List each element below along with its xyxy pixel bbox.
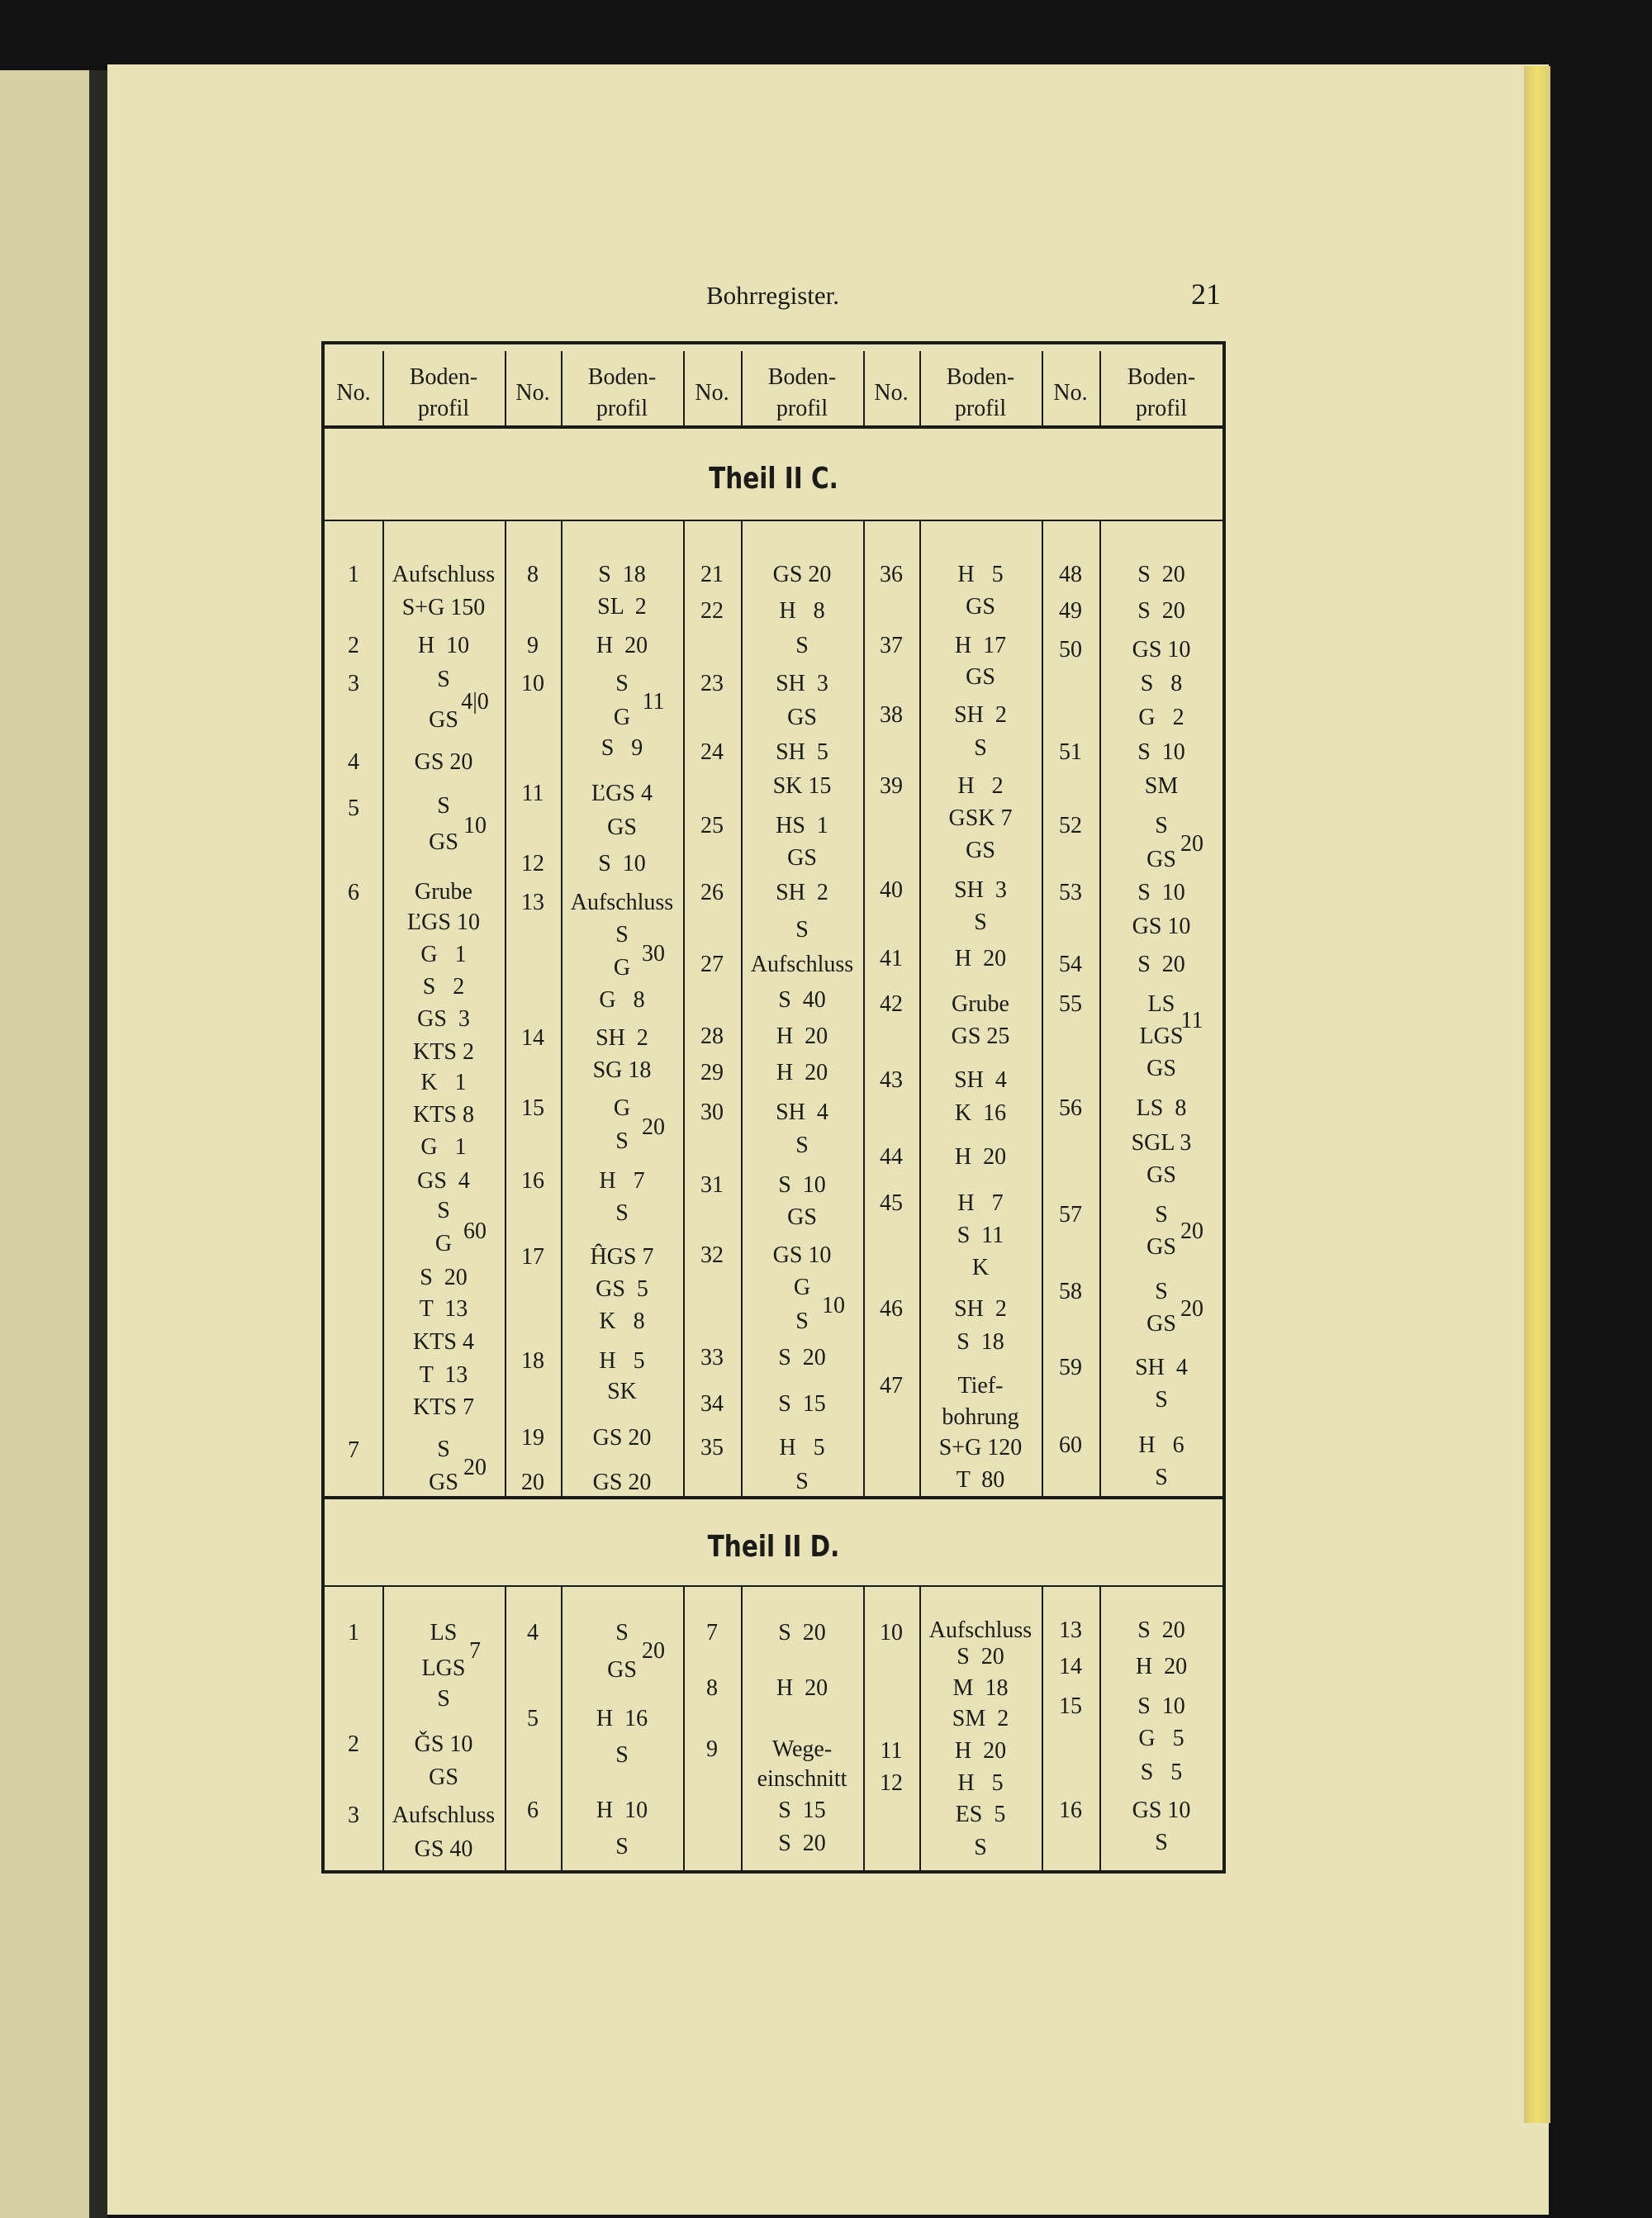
boring-no: 7 <box>348 1437 359 1464</box>
bodenprofil-entry: S <box>615 1620 629 1646</box>
bodenprofil-entry: S+G 120 <box>938 1434 1023 1460</box>
bodenprofil-entry: LGS <box>1139 1023 1184 1049</box>
bodenprofil-entry: S 20 <box>778 1831 826 1857</box>
bodenprofil-entry: GS 10 <box>1132 637 1191 663</box>
bodenprofil-entry: H 10 <box>596 1797 648 1823</box>
bodenprofil-entry: S <box>437 1686 450 1712</box>
header-no-3: No. <box>695 380 729 406</box>
column-rule <box>1099 351 1101 425</box>
bodenprofil-entry: GS 5 <box>596 1275 648 1302</box>
bodenprofil-entry: ĽGS 4 <box>591 780 653 806</box>
section-rule-IID <box>325 1585 1222 1587</box>
bodenprofil-entry: H 17 <box>954 633 1007 659</box>
bodenprofil-entry: S 10 <box>598 850 646 876</box>
boring-no: 50 <box>1059 637 1082 663</box>
boring-no: 41 <box>880 946 903 972</box>
bodenprofil-entry: GS 40 <box>414 1836 473 1863</box>
bodenprofil-entry: GS <box>1146 1311 1176 1337</box>
bodenprofil-entry: G <box>793 1275 811 1301</box>
boring-no: 55 <box>1059 990 1082 1017</box>
bodenprofil-entry: S 15 <box>778 1797 826 1823</box>
bodenprofil-entry: S <box>1155 1279 1168 1305</box>
bodenprofil-entry: S 20 <box>957 1644 1004 1670</box>
column-rule <box>1042 351 1043 425</box>
boring-no: 14 <box>1059 1654 1082 1680</box>
bodenprofil-entry: S 15 <box>778 1391 826 1418</box>
bodenprofil-entry: G 2 <box>1138 704 1184 730</box>
column-rule <box>382 351 384 425</box>
bodenprofil-entry: S <box>615 1833 629 1859</box>
bodenprofil-entry: H 7 <box>599 1167 645 1194</box>
boring-no: 6 <box>348 880 359 906</box>
bodenprofil-entry: H 20 <box>1135 1654 1188 1680</box>
header-profil-2: Boden- profil <box>587 364 657 421</box>
column-rule <box>919 351 921 425</box>
bodenprofil-entry: SK <box>607 1378 637 1404</box>
bodenprofil-entry: 20 <box>1180 1295 1203 1322</box>
bodenprofil-entry: ĤGS 7 <box>590 1243 654 1270</box>
page-edges <box>1524 66 1550 2123</box>
bodenprofil-entry: H 10 <box>417 633 470 659</box>
bodenprofil-entry: GS <box>787 1204 817 1231</box>
header-profil-5: Boden- profil <box>1127 364 1196 421</box>
bodenprofil-entry: GS <box>429 1764 458 1791</box>
bodenprofil-entry: 10 <box>822 1293 845 1319</box>
bodenprofil-entry: GS 20 <box>772 561 832 587</box>
bodenprofil-entry: KTS 2 <box>413 1038 474 1065</box>
bodenprofil-entry: KTS 7 <box>413 1394 474 1420</box>
bodenprofil-entry: GS 3 <box>417 1006 470 1033</box>
bodenprofil-entry: GS <box>1146 1055 1176 1081</box>
bodenprofil-entry: S <box>437 667 450 692</box>
bodenprofil-entry: S <box>615 671 629 697</box>
boring-no: 44 <box>880 1144 903 1170</box>
bodenprofil-entry: S <box>1155 1387 1168 1413</box>
bodenprofil-entry: GS 10 <box>772 1242 832 1268</box>
boring-no: 21 <box>700 561 724 587</box>
boring-no: 47 <box>880 1373 903 1399</box>
boring-no: 58 <box>1059 1279 1082 1305</box>
bodenprofil-entry: LS 8 <box>1136 1095 1187 1121</box>
bodenprofil-entry: S <box>795 1308 809 1334</box>
bodenprofil-entry: S <box>795 1468 809 1494</box>
column-rule <box>683 351 685 425</box>
bodenprofil-entry: GS 25 <box>951 1023 1010 1049</box>
bodenprofil-entry: 20 <box>642 1638 665 1665</box>
bodenprofil-entry: S 5 <box>1140 1759 1183 1785</box>
bodenprofil-entry: GSK 7 <box>948 805 1013 832</box>
bodenprofil-entry: H 8 <box>779 597 825 624</box>
bodenprofil-entry: 7 <box>469 1638 481 1665</box>
bodenprofil-entry: GS <box>1146 1162 1176 1189</box>
bodenprofil-entry: S <box>795 633 809 659</box>
bodenprofil-entry: S 20 <box>1137 597 1185 624</box>
bodenprofil-entry: S 20 <box>1137 952 1185 978</box>
boring-no: 9 <box>527 633 539 659</box>
bodenprofil-entry: S 20 <box>1137 1617 1185 1643</box>
bodenprofil-entry: GS <box>966 593 995 620</box>
bodenprofil-entry: S 10 <box>778 1172 826 1198</box>
bodenprofil-entry: H 20 <box>954 1738 1007 1764</box>
boring-no: 15 <box>521 1095 544 1121</box>
bodenprofil-entry: G <box>613 1095 631 1121</box>
bodenprofil-entry: H 5 <box>779 1434 825 1460</box>
bodenprofil-entry: SGL 3 <box>1131 1130 1192 1156</box>
boring-no: 27 <box>700 952 724 978</box>
bodenprofil-entry: H 20 <box>954 946 1007 972</box>
bodenprofil-entry: G 5 <box>1138 1725 1184 1751</box>
header-no-1: No. <box>336 380 371 406</box>
bodenprofil-entry: K 16 <box>954 1100 1007 1127</box>
column-rule <box>741 351 743 425</box>
bodenprofil-entry: S 40 <box>778 986 826 1013</box>
bodenprofil-entry: 11 <box>1180 1008 1203 1034</box>
bodenprofil-entry: GS <box>787 844 817 871</box>
boring-no: 22 <box>700 597 724 624</box>
bodenprofil-entry: H 20 <box>776 1060 828 1085</box>
bodenprofil-entry: Grube <box>415 878 472 905</box>
column-rule <box>863 351 865 425</box>
boring-no: 4 <box>527 1620 539 1646</box>
bodenprofil-entry: H 20 <box>954 1144 1007 1170</box>
header-no-2: No. <box>515 380 550 406</box>
bodenprofil-entry: S <box>795 1133 809 1159</box>
boring-no: 18 <box>521 1347 544 1374</box>
bodenprofil-entry: G 1 <box>420 942 467 968</box>
bodenprofil-entry: S <box>974 1835 987 1861</box>
bodenprofil-entry: SH 4 <box>776 1099 828 1125</box>
bodenprofil-entry: S <box>1155 812 1168 838</box>
boring-no: 25 <box>700 812 724 838</box>
boring-no: 57 <box>1059 1201 1082 1228</box>
bodenprofil-entry: Tief- <box>957 1373 1004 1399</box>
bodenprofil-entry: GS 10 <box>1132 1797 1191 1823</box>
boring-no: 23 <box>700 671 724 697</box>
bodenprofil-entry: H 2 <box>957 773 1004 800</box>
boring-no: 53 <box>1059 880 1082 906</box>
bodenprofil-entry: G <box>613 704 631 730</box>
boring-no: 52 <box>1059 812 1082 838</box>
bodenprofil-entry: GS <box>966 663 995 690</box>
bodenprofil-entry: H 6 <box>1138 1432 1184 1458</box>
bohrregister-table <box>321 341 1226 1874</box>
bodenprofil-entry: LS <box>1147 990 1175 1017</box>
boring-no: 34 <box>700 1391 724 1418</box>
bodenprofil-entry: S 20 <box>778 1345 826 1371</box>
bodenprofil-entry: HS 1 <box>776 812 828 838</box>
bodenprofil-entry: SK 15 <box>772 773 832 800</box>
bodenprofil-entry: ES 5 <box>955 1801 1006 1827</box>
bodenprofil-entry: S 10 <box>1137 1693 1185 1719</box>
bodenprofil-entry: H 20 <box>776 1674 828 1701</box>
bodenprofil-entry: G <box>434 1231 453 1257</box>
bodenprofil-entry: S 20 <box>778 1620 826 1646</box>
bodenprofil-entry: Wege- <box>771 1736 833 1763</box>
bodenprofil-entry: SL 2 <box>597 593 647 620</box>
boring-no: 33 <box>700 1345 724 1371</box>
bodenprofil-entry: 20 <box>1180 1218 1203 1245</box>
bodenprofil-entry: 11 <box>642 689 665 715</box>
bodenprofil-entry: GS <box>607 1656 637 1683</box>
boring-no: 35 <box>700 1434 724 1460</box>
bodenprofil-entry: S <box>1155 1829 1168 1855</box>
bodenprofil-entry: G 8 <box>599 986 645 1013</box>
bodenprofil-entry: Grube <box>952 990 1009 1017</box>
adjacent-page <box>0 70 89 2218</box>
bodenprofil-entry: GS 4 <box>417 1167 470 1194</box>
bodenprofil-entry: SG 18 <box>592 1057 652 1083</box>
bodenprofil-entry: SH 4 <box>1135 1355 1188 1380</box>
bodenprofil-entry: S <box>974 910 987 936</box>
boring-no: 49 <box>1059 597 1082 624</box>
column-rule <box>505 351 506 425</box>
bodenprofil-entry: H 7 <box>957 1190 1004 1217</box>
bodenprofil-entry: 60 <box>463 1218 487 1245</box>
bodenprofil-entry: S 18 <box>598 561 646 587</box>
boring-no: 20 <box>521 1470 544 1496</box>
bodenprofil-entry: SH 5 <box>776 739 828 766</box>
boring-no: 16 <box>1059 1797 1082 1823</box>
bodenprofil-entry: H 20 <box>596 633 648 659</box>
bodenprofil-entry: S 20 <box>420 1265 468 1291</box>
boring-no: 10 <box>521 671 544 697</box>
bodenprofil-entry: SH 2 <box>596 1024 648 1051</box>
bodenprofil-entry: K 1 <box>420 1069 467 1095</box>
bodenprofil-entry: GS <box>966 838 995 864</box>
bodenprofil-entry: S <box>1155 1201 1168 1228</box>
boring-no: 40 <box>880 877 903 903</box>
bodenprofil-entry: KTS 8 <box>413 1102 474 1128</box>
bodenprofil-entry: S <box>437 793 450 819</box>
boring-no: 37 <box>880 633 903 659</box>
boring-no: 2 <box>348 633 359 659</box>
bodenprofil-entry: SH 2 <box>954 1295 1007 1322</box>
boring-no: 9 <box>706 1736 718 1763</box>
boring-no: 38 <box>880 701 903 728</box>
boring-no: 42 <box>880 990 903 1017</box>
bodenprofil-entry: KTS 4 <box>413 1329 474 1356</box>
bodenprofil-entry: Aufschluss <box>750 952 854 978</box>
bodenprofil-entry: S 10 <box>1137 880 1185 906</box>
boring-no: 5 <box>527 1706 539 1731</box>
bodenprofil-entry: T 13 <box>419 1361 468 1388</box>
boring-no: 48 <box>1059 561 1082 587</box>
page-number: 21 <box>1191 278 1221 311</box>
bodenprofil-entry: GS <box>607 814 637 840</box>
boring-no: 36 <box>880 561 903 587</box>
bodenprofil-entry: S <box>795 916 809 943</box>
bodenprofil-entry: ǦS 10 <box>414 1731 473 1757</box>
bodenprofil-entry: GS <box>787 704 817 730</box>
bodenprofil-entry: 20 <box>1180 830 1203 857</box>
boring-no: 5 <box>348 796 359 822</box>
bodenprofil-entry: K 8 <box>599 1308 645 1334</box>
boring-no: 45 <box>880 1190 903 1217</box>
bodenprofil-entry: GS 20 <box>592 1425 652 1451</box>
running-head: Bohrregister. <box>706 281 839 310</box>
boring-no: 56 <box>1059 1095 1082 1121</box>
bodenprofil-entry: S <box>974 735 987 762</box>
bodenprofil-entry: T 13 <box>419 1295 468 1322</box>
boring-no: 26 <box>700 880 724 906</box>
bodenprofil-entry: S+G 150 <box>401 595 486 621</box>
boring-no: 31 <box>700 1172 724 1198</box>
bodenprofil-entry: 30 <box>642 940 665 967</box>
boring-no: 39 <box>880 773 903 800</box>
boring-no: 43 <box>880 1066 903 1093</box>
header-profil-4: Boden- profil <box>946 364 1015 421</box>
header-rule <box>325 425 1222 429</box>
header-no-5: No. <box>1053 380 1088 406</box>
bodenprofil-entry: 10 <box>463 812 487 838</box>
bodenprofil-entry: S 8 <box>1140 671 1183 697</box>
boring-no: 3 <box>348 1802 359 1829</box>
bodenprofil-entry: SM <box>1144 773 1179 800</box>
bodenprofil-entry: LS <box>430 1620 458 1646</box>
bodenprofil-entry: GS 20 <box>592 1470 652 1496</box>
bodenprofil-entry: S 11 <box>957 1223 1004 1249</box>
bodenprofil-entry: 20 <box>463 1454 487 1480</box>
bodenprofil-entry: H 20 <box>776 1023 828 1049</box>
bodenprofil-entry: GS <box>429 707 458 734</box>
bodenprofil-entry: S <box>615 1200 629 1226</box>
section-title-IIC: Theil II C. <box>709 462 838 496</box>
bodenprofil-entry: Aufschluss <box>570 890 674 916</box>
boring-no: 15 <box>1059 1693 1082 1719</box>
boring-no: 1 <box>348 1620 359 1646</box>
bodenprofil-entry: S <box>437 1436 450 1462</box>
column-rule <box>561 351 563 425</box>
bodenprofil-entry: SM 2 <box>952 1706 1009 1731</box>
bodenprofil-entry: Aufschluss <box>392 1802 496 1829</box>
bodenprofil-entry: G 1 <box>420 1134 467 1161</box>
boring-no: 29 <box>700 1060 724 1085</box>
boring-no: 8 <box>706 1674 718 1701</box>
bodenprofil-entry: ĽGS 10 <box>407 910 480 936</box>
boring-no: 59 <box>1059 1355 1082 1380</box>
bodenprofil-entry: H 5 <box>957 1770 1004 1797</box>
boring-no: 8 <box>527 561 539 587</box>
boring-no: 51 <box>1059 739 1082 766</box>
bodenprofil-entry: GS <box>1146 1233 1176 1260</box>
bodenprofil-entry: H 5 <box>599 1347 645 1374</box>
bodenprofil-entry: SH 3 <box>954 877 1007 903</box>
boring-no: 3 <box>348 671 359 697</box>
boring-no: 46 <box>880 1295 903 1322</box>
header-profil-1: Boden- profil <box>409 364 478 421</box>
boring-no: 2 <box>348 1731 359 1757</box>
bodenprofil-entry: GS 10 <box>1132 914 1191 940</box>
bodenprofil-entry: S 20 <box>1137 561 1185 587</box>
boring-no: 17 <box>521 1243 544 1270</box>
bodenprofil-entry: SH 4 <box>954 1066 1007 1093</box>
bodenprofil-entry: einschnitt <box>757 1766 847 1793</box>
boring-no: 24 <box>700 739 724 766</box>
bodenprofil-entry: H 5 <box>957 561 1004 587</box>
bodenprofil-entry: S <box>437 1197 450 1223</box>
bodenprofil-entry: bohrung <box>942 1403 1019 1430</box>
bodenprofil-entry: Aufschluss <box>392 561 496 587</box>
boring-no: 11 <box>880 1738 903 1764</box>
boring-no: 13 <box>1059 1617 1082 1643</box>
section-title-IID: Theil II D. <box>707 1530 840 1564</box>
boring-no: 12 <box>521 850 544 876</box>
header-profil-3: Boden- profil <box>767 364 837 421</box>
section-end-rule-IIC <box>325 1496 1222 1499</box>
bodenprofil-entry: S 9 <box>601 735 643 762</box>
boring-no: 60 <box>1059 1432 1082 1458</box>
boring-no: 11 <box>521 780 544 806</box>
book-gutter <box>89 70 107 2218</box>
boring-no: 7 <box>706 1620 718 1646</box>
bodenprofil-entry: S 18 <box>957 1329 1004 1356</box>
bodenprofil-entry: SH 3 <box>776 671 828 697</box>
bodenprofil-entry: H 16 <box>596 1706 648 1731</box>
boring-no: 54 <box>1059 952 1082 978</box>
boring-no: 1 <box>348 561 359 587</box>
bodenprofil-entry: Aufschluss <box>928 1617 1032 1643</box>
boring-no: 10 <box>880 1620 903 1646</box>
bodenprofil-entry: S <box>1155 1464 1168 1490</box>
bodenprofil-entry: S 2 <box>422 974 465 1000</box>
bodenprofil-entry: SH 2 <box>954 701 1007 728</box>
bodenprofil-entry: LGS <box>421 1655 466 1681</box>
boring-no: 28 <box>700 1023 724 1049</box>
bodenprofil-entry: S <box>615 1742 629 1769</box>
bodenprofil-entry: S <box>615 1128 629 1155</box>
bodenprofil-entry: 20 <box>642 1114 665 1141</box>
bodenprofil-entry: 4|0 <box>461 689 489 715</box>
bodenprofil-entry: GS <box>429 829 458 856</box>
bodenprofil-entry: S <box>615 922 629 948</box>
bodenprofil-entry: T 80 <box>956 1467 1005 1493</box>
header-no-4: No. <box>874 380 909 406</box>
section-rule-IIC <box>325 520 1222 521</box>
bodenprofil-entry: S 10 <box>1137 739 1185 766</box>
bodenprofil-entry: G <box>613 954 631 981</box>
bodenprofil-entry: M 18 <box>952 1674 1009 1701</box>
boring-no: 4 <box>348 749 359 776</box>
bodenprofil-entry: GS <box>429 1470 458 1496</box>
bodenprofil-entry: K <box>971 1255 990 1281</box>
boring-no: 19 <box>521 1425 544 1451</box>
boring-no: 30 <box>700 1099 724 1125</box>
boring-no: 32 <box>700 1242 724 1268</box>
bodenprofil-entry: GS <box>1146 846 1176 872</box>
boring-no: 16 <box>521 1167 544 1194</box>
boring-no: 6 <box>527 1797 539 1823</box>
boring-no: 12 <box>880 1770 903 1797</box>
bodenprofil-entry: SH 2 <box>776 880 828 906</box>
boring-no: 13 <box>521 890 544 916</box>
bodenprofil-entry: GS 20 <box>414 749 473 776</box>
boring-no: 14 <box>521 1024 544 1051</box>
